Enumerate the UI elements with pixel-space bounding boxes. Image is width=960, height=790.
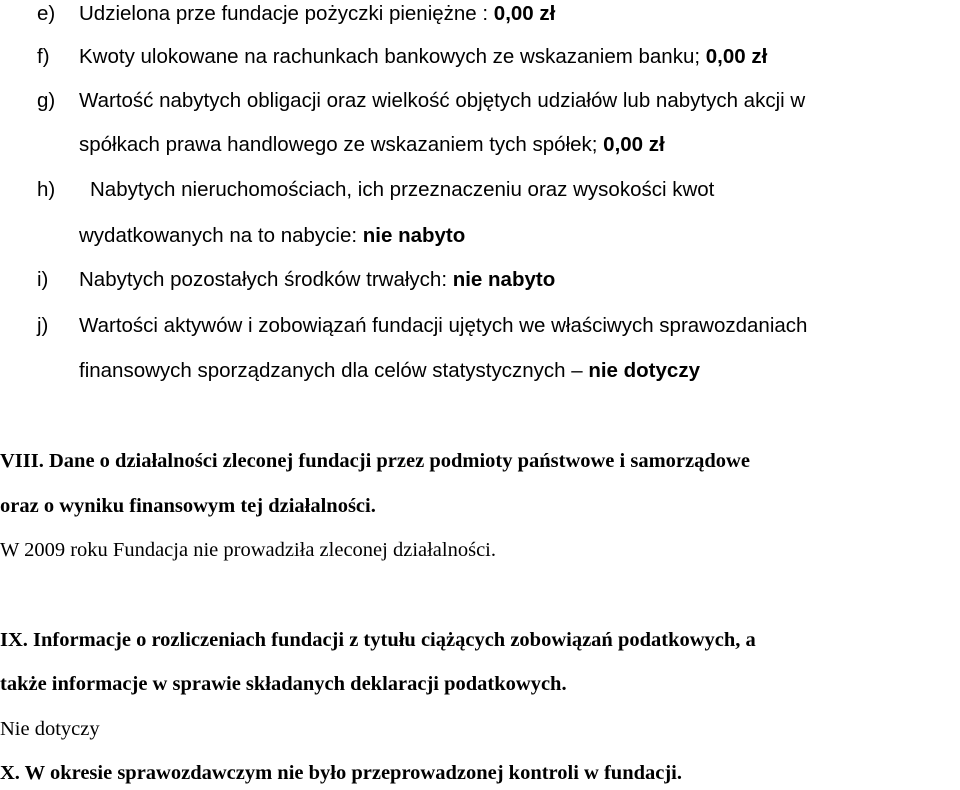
item-i-text: Nabytych pozostałych środków trwałych: bbox=[79, 268, 453, 291]
item-g-marker: g) bbox=[37, 89, 56, 112]
item-f-marker: f) bbox=[37, 45, 50, 68]
item-f-value: 0,00 zł bbox=[705, 45, 768, 68]
item-g-line1: Wartość nabytych obligacji oraz wielkość objętych udziałów lub nabytych akcji w bbox=[79, 89, 806, 112]
item-h-marker: h) bbox=[37, 178, 56, 201]
item-h-value: nie nabyto bbox=[362, 224, 466, 247]
item-j-value: nie dotyczy bbox=[588, 359, 700, 382]
item-i-value: nie nabyto bbox=[452, 268, 556, 291]
item-j-line2: finansowych sporządzanych dla celów statystycznych – bbox=[79, 359, 589, 382]
item-e-value: 0,00 zł bbox=[493, 2, 556, 25]
item-j-line1: Wartości aktywów i zobowiązań fundacji ujętych we właściwych sprawozdaniach bbox=[79, 314, 808, 337]
item-e-text: Udzielona prze fundacje pożyczki pieniężne : bbox=[79, 2, 494, 25]
item-g-value: 0,00 zł bbox=[603, 133, 665, 156]
item-g-line2: spółkach prawa handlowego ze wskazaniem tych spółek; bbox=[79, 133, 604, 156]
item-e-marker: e) bbox=[37, 2, 56, 25]
item-h-line2: wydatkowanych na to nabycie: bbox=[79, 224, 363, 247]
item-h-line1: Nabytych nieruchomościach, ich przeznaczeniu oraz wysokości kwot bbox=[90, 178, 715, 201]
item-j-marker: j) bbox=[37, 314, 49, 337]
item-i-marker: i) bbox=[37, 268, 49, 291]
item-f-text: Kwoty ulokowane na rachunkach bankowych ze wskazaniem banku; bbox=[79, 45, 706, 68]
